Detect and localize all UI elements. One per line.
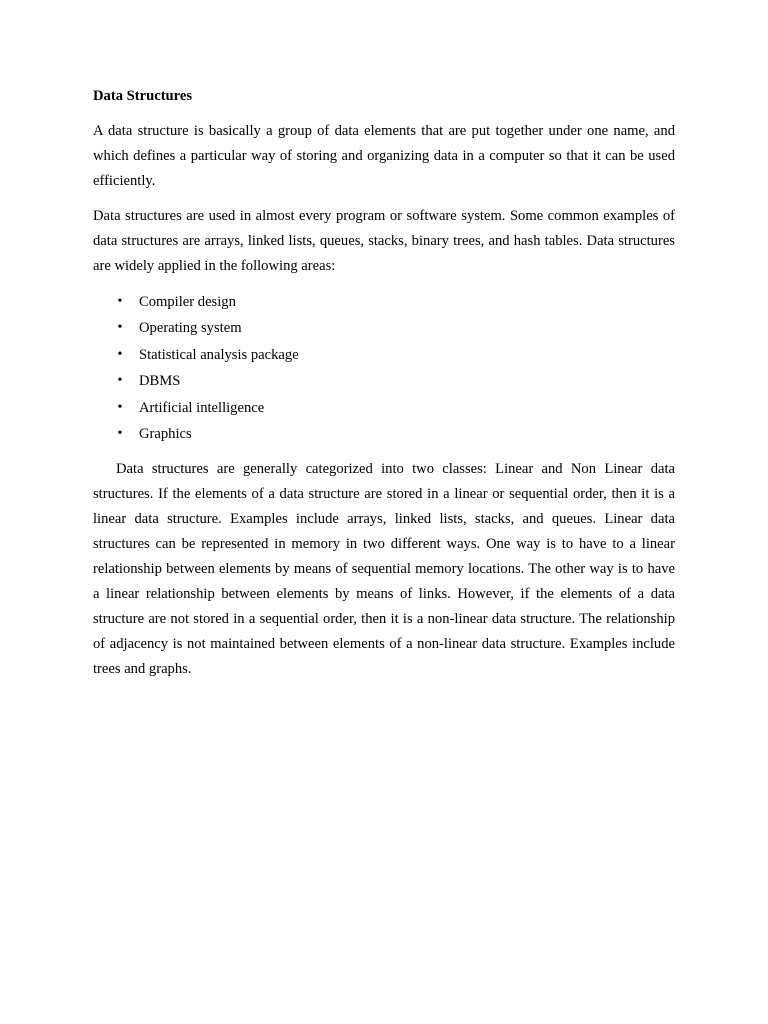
list-item	[93, 421, 675, 447]
document-body	[93, 84, 675, 692]
list-item	[93, 289, 675, 315]
bullet-icon: •	[117, 399, 123, 415]
list-item-label: Compiler design	[139, 294, 236, 310]
bullet-icon: •	[117, 346, 123, 362]
document-title: Data Structures	[93, 88, 193, 104]
paragraph-definition: A data structure is basically a group of data elements that are put together under one name, and which defines a particular way of storing and organizing data in a computer so that it can be used efficiently.	[93, 123, 675, 189]
paragraph-classification: Data structures are generally categorized into two classes: Linear and Non Linear data structures. If the elements of a data structure are stored in a linear or sequential order, then it is a linear data structure. Examples include arrays, linked lists, stacks, and queues. Linear data structures can be represented in memory in two different ways. One way is to have to a linear relationship between elements by means of sequential memory locations. The other way is to have a linear relationship between elements by means of links. However, if the elements of a data structure are not stored in a sequential order, then it is a non-linear data structure. The relationship of adjacency is not maintained between elements of a non-linear data structure. Examples include trees and graphs.	[93, 461, 675, 678]
list-item-label: Statistical analysis package	[139, 346, 299, 363]
list-item-label: DBMS	[139, 373, 181, 390]
list-item	[93, 395, 675, 421]
list-item-label: Graphics	[139, 425, 192, 442]
bullet-icon: •	[117, 294, 123, 309]
paragraph-usage: Data structures are used in almost every program or software system. Some common examples of data structures are arrays, linked lists, queues, stacks, binary trees, and hash tables. Data structures are widely applied in the following areas:	[93, 208, 675, 274]
list-item	[93, 315, 675, 341]
list-item	[93, 342, 675, 368]
bullet-icon: •	[117, 425, 123, 441]
list-item-label: Operating system	[139, 320, 242, 337]
bullet-icon: •	[117, 373, 123, 389]
list-item	[93, 368, 675, 394]
bullet-icon: •	[117, 320, 123, 336]
applications-list	[93, 289, 675, 447]
list-item-label: Artificial intelligence	[139, 399, 265, 416]
